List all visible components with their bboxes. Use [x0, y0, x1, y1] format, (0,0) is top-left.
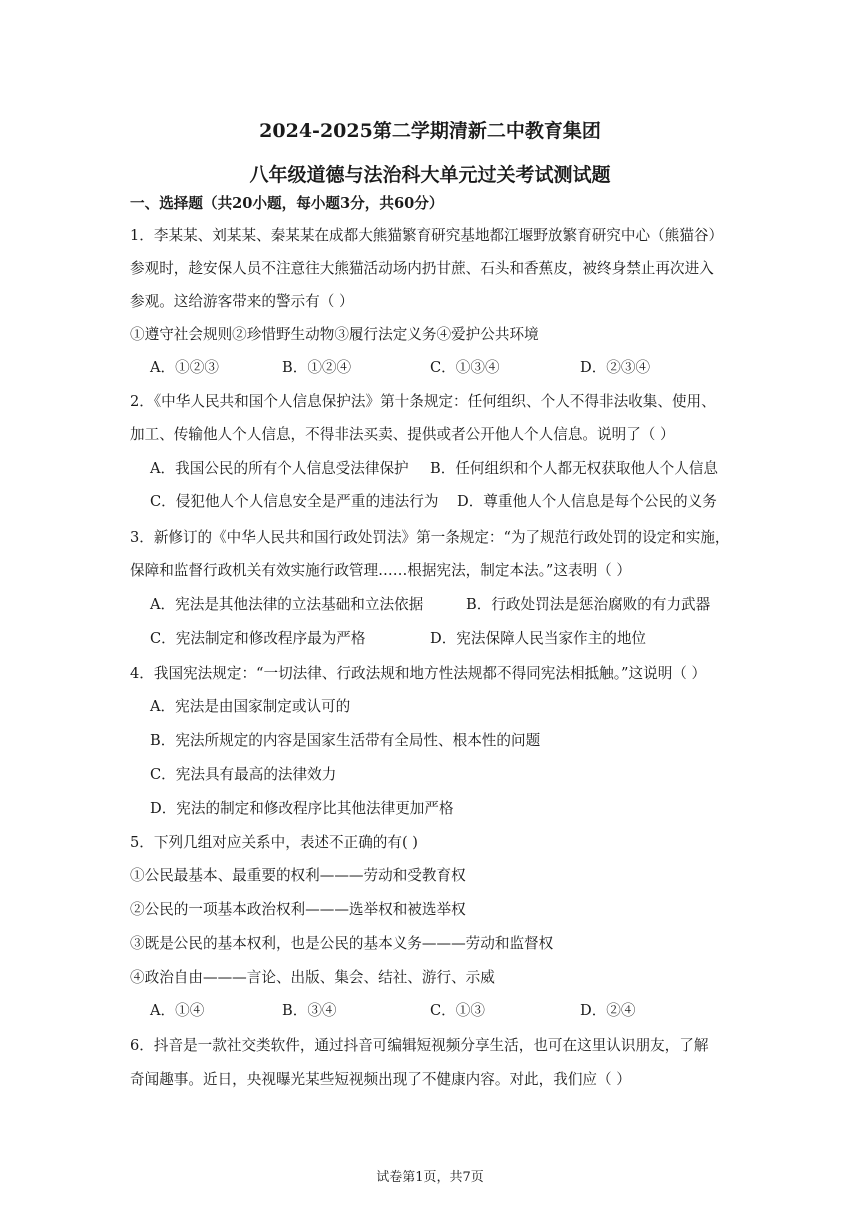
question-1-stem-line: ①遵守社会规则②珍惜野生动物③履行法定义务④爱护公共环境 — [130, 326, 539, 343]
question-1-stem-line: 参观。这给游客带来的警示有（ ） — [130, 293, 354, 310]
question-2-stem-line: 2．《中华人民共和国个人信息保护法》第十条规定：任何组织、个人不得非法收集、使用、 — [130, 393, 716, 410]
question-5-option-c: C．①③ — [430, 1002, 485, 1019]
question-1-stem-line: 参观时，趁安保人员不注意往大熊猫活动场内扔甘蔗、石头和香蕉皮，被终身禁止再次进入 — [130, 260, 714, 277]
question-4-option-b: B．宪法所规定的内容是国家生活带有全局性、根本性的问题 — [150, 732, 541, 749]
exam-title: 2024-2025第二学期清新二中教育集团 — [259, 120, 601, 142]
question-1-stem-line: 1．李某某、刘某某、秦某某在成都大熊猫繁育研究基地都江堰野放繁育研究中心（熊猫谷） — [130, 227, 724, 244]
section-heading: 一、选择题（共20小题，每小题3分，共60分） — [130, 195, 444, 212]
question-5-stem-line: 5．下列几组对应关系中，表述不正确的有( ) — [130, 834, 419, 851]
question-4-option-c: C．宪法具有最高的法律效力 — [150, 766, 337, 783]
question-4-option-d: D．宪法的制定和修改程序比其他法律更加严格 — [150, 800, 454, 817]
question-1-option-d: D．②③④ — [580, 359, 651, 376]
question-2-option-a: A．我国公民的所有个人信息受法律保护 — [150, 460, 409, 477]
question-1-option-c: C．①③④ — [430, 359, 500, 376]
question-6-stem-line: 6．抖音是一款社交类软件，通过抖音可编辑短视频分享生活，也可在这里认识朋友，了解 — [130, 1037, 709, 1054]
question-6-stem-line: 奇闻趣事。近日，央视曝光某些短视频出现了不健康内容。对此，我们应（ ） — [130, 1071, 631, 1088]
question-3-option-d: D．宪法保障人民当家作主的地位 — [430, 630, 647, 647]
question-3-option-a: A．宪法是其他法律的立法基础和立法依据 — [150, 596, 424, 613]
question-2-stem-line: 加工、传输他人个人信息，不得非法买卖、提供或者公开他人个人信息。说明了（ ） — [130, 426, 675, 443]
question-3-option-c: C．宪法制定和修改程序最为严格 — [150, 630, 366, 647]
question-5-option-a: A．①④ — [150, 1002, 205, 1019]
question-1-option-a: A．①②③ — [150, 359, 219, 376]
question-5-stem-line: ②公民的一项基本政治权利———选举权和被选举权 — [130, 901, 466, 918]
question-5-option-b: B．③④ — [282, 1002, 337, 1019]
page-footer: 试卷第1页，共7页 — [376, 1170, 484, 1185]
question-3-option-b: B．行政处罚法是惩治腐败的有力武器 — [466, 596, 711, 613]
question-1-option-b: B．①②④ — [282, 359, 352, 376]
question-3-stem-line: 保障和监督行政机关有效实施行政管理……根据宪法，制定本法。”这表明（ ） — [130, 562, 631, 579]
question-2-option-d: D．尊重他人个人信息是每个公民的义务 — [457, 493, 717, 510]
exam-subtitle: 八年级道德与法治科大单元过关考试测试题 — [249, 164, 611, 186]
question-5-option-d: D．②④ — [580, 1002, 636, 1019]
question-2-option-c: C．侵犯他人个人信息安全是严重的违法行为 — [150, 493, 439, 510]
question-5-stem-line: ④政治自由———言论、出版、集会、结社、游行、示威 — [130, 969, 495, 986]
question-4-stem-line: 4．我国宪法规定：“一切法律、行政法规和地方性法规都不得同宪法相抵触。”这说明（ ） — [130, 665, 707, 682]
question-4-option-a: A．宪法是由国家制定或认可的 — [150, 698, 351, 715]
question-2-option-b: B．任何组织和个人都无权获取他人个人信息 — [430, 460, 719, 477]
question-5-stem-line: ①公民最基本、最重要的权利———劳动和受教育权 — [130, 867, 466, 884]
question-5-stem-line: ③既是公民的基本权利，也是公民的基本义务———劳动和监督权 — [130, 935, 554, 952]
question-3-stem-line: 3．新修订的《中华人民共和国行政处罚法》第一条规定：“为了规范行政处罚的设定和实施， — [130, 529, 730, 546]
